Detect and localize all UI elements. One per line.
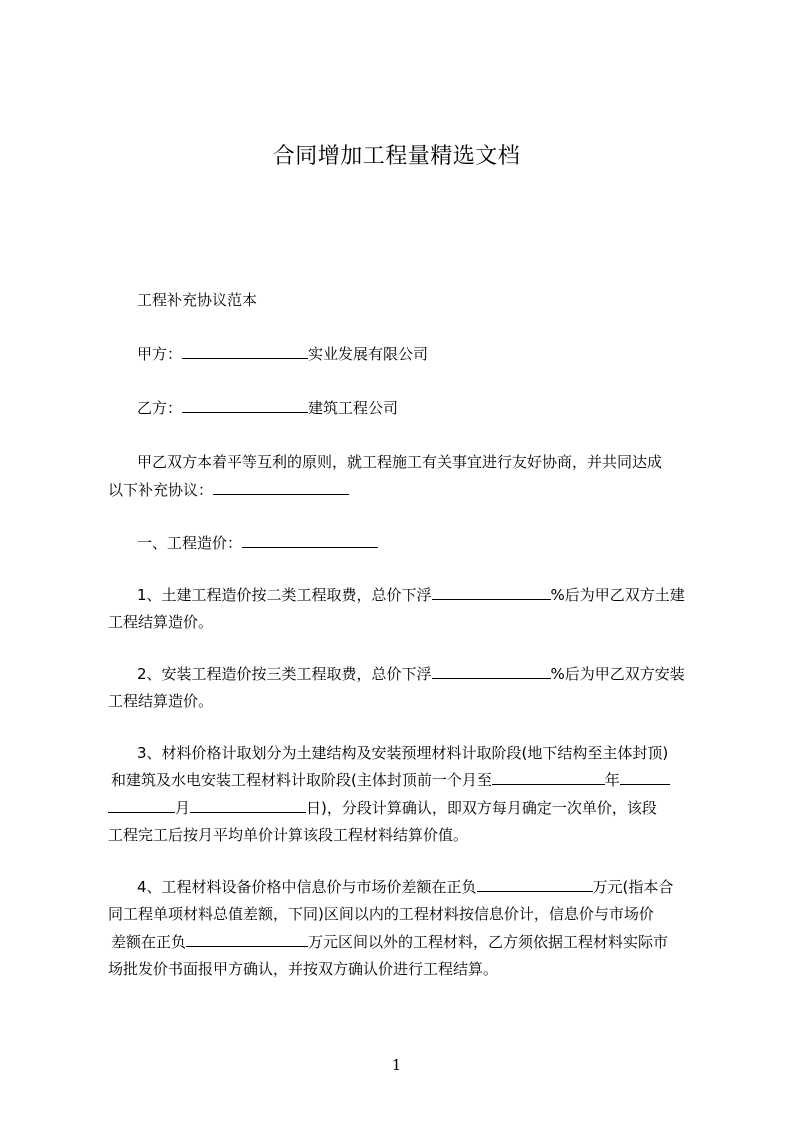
party-a-line [108,344,428,364]
item3-year-blank [492,770,605,785]
item3-text-1: 3、材料价格计取划分为土建结构及安装预埋材料计取阶段(地下结构至主体封顶) [137,744,669,762]
item4-line-2 [108,904,654,924]
item4-line-3 [108,932,668,952]
intro-blank [213,480,349,495]
item4-line-1 [108,877,673,897]
item4-blank-2 [186,932,308,947]
item4-text-3b: 万元区间以外的工程材料，乙方须依据工程材料实际市 [308,933,669,951]
item3-line-2 [108,770,670,790]
item2-line-2 [108,691,213,711]
item4-blank-1 [477,877,593,892]
item1-text-a: 1、土建工程造价按二类工程取费，总价下浮 [137,586,432,604]
item3-text-3b: 日)，分段计算确认，即双方每月确定一次单价，该段 [306,799,657,817]
party-b-line [108,398,398,418]
item2-blank [432,664,551,679]
party-b-label: 乙方： [137,399,183,417]
item3-text-2a: 和建筑及水电安装工程材料计取阶段(主体封顶前一个月至 [111,771,492,789]
item4-text-4: 场批发价书面报甲方确认，并按双方确认价进行工程结算。 [108,960,499,978]
item4-text-3a: 差额在正负 [111,933,187,951]
section1-heading: 一、工程造价： [137,534,243,552]
item4-text-1b: 万元(指本合 [592,878,674,896]
intro-line-2 [108,480,349,500]
item4-text-2: 同工程单项材料总值差额，下同)区间以内的工程材料按信息价计，信息价与市场价 [108,905,654,923]
intro-text-1: 甲乙双方本着平等互利的原则，就工程施工有关事宜进行友好协商，并共同达成 [137,453,663,471]
party-b-name: 建筑工程公司 [308,399,399,417]
intro-text-2: 以下补充协议： [108,481,214,499]
subtitle [108,290,257,310]
intro-line-1 [108,452,662,472]
section1-blank [242,533,378,548]
item4-text-1a: 4、工程材料设备价格中信息价与市场价差额在正负 [137,878,477,896]
page-number: 1 [391,1056,402,1074]
item1-blank [432,585,551,600]
party-a-name: 实业发展有限公司 [308,345,429,363]
section1-heading-line [108,533,378,553]
item3-text-3a: 月 [175,799,191,817]
item2-text-a: 2、安装工程造价按三类工程取费，总价下浮 [137,665,432,683]
item3-text-4: 工程完工后按月平均单价计算该段工程材料结算价值。 [108,826,469,844]
item3-month-blank-1 [620,770,670,785]
item3-line-3 [108,798,657,818]
item3-text-2b: 年 [604,771,620,789]
party-a-blank [182,344,308,359]
item1-line-1 [108,585,685,605]
party-a-label: 甲方： [137,345,183,363]
subtitle-text: 工程补充协议范本 [137,291,258,309]
item2-text-b: %后为甲乙双方安装 [550,665,685,683]
item2-line-1 [108,664,685,684]
item4-line-4 [108,959,498,979]
item2-text-2: 工程结算造价。 [108,692,214,710]
item1-line-2 [108,612,213,632]
item3-month-blank-2 [108,798,175,813]
item1-text-2: 工程结算造价。 [108,613,214,631]
item1-text-b: %后为甲乙双方土建 [550,586,685,604]
item3-line-1 [108,743,668,763]
item3-line-4 [108,825,468,845]
item3-day-blank [190,798,306,813]
document-title: 合同增加工程量精选文档 [272,144,521,169]
party-b-blank [182,398,308,413]
